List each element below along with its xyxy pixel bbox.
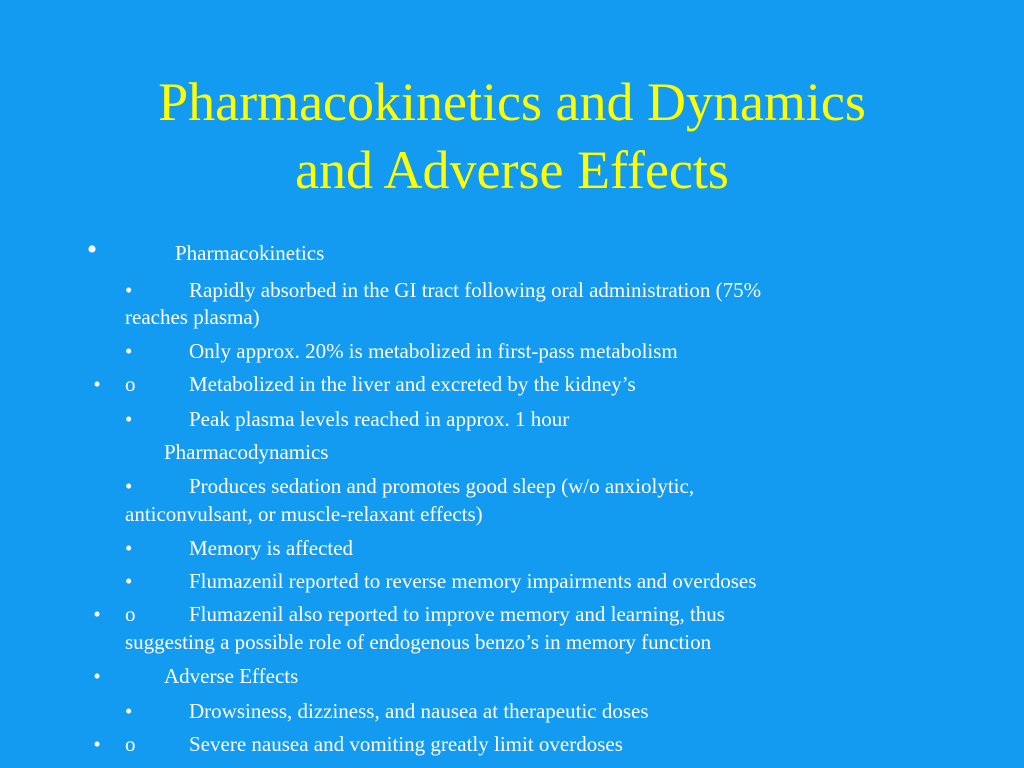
list-item-text: suggesting a possible role of endogenous benzo’s in memory function [125,630,712,654]
list-item-text: anticonvulsant, or muscle-relaxant effects) [125,502,483,526]
bullet-marker: • [125,699,133,723]
list-item-text: Peak plasma levels reached in approx. 1 hour [189,407,570,431]
sub-bullet-marker: o [125,372,136,396]
slide-title-line-1: Pharmacokinetics and Dynamics [158,72,866,132]
bullet-marker: • [125,569,133,593]
bullet-marker: • [93,732,101,756]
list-item-text: Metabolized in the liver and excreted by the kidney’s [189,372,636,396]
bullet-marker: • [93,664,101,688]
list-item-text: Rapidly absorbed in the GI tract following oral administration (75% [189,278,762,302]
list-item-text: Memory is affected [189,536,354,560]
sub-bullet-marker: o [125,732,136,756]
bullet-marker: • [86,233,98,266]
bullet-marker: • [125,278,133,302]
list-item-text: Severe nausea and vomiting greatly limit overdoses [189,732,623,756]
list-item-text: reaches plasma) [125,305,260,329]
bullet-marker: • [125,536,133,560]
list-item-text: Drowsiness, dizziness, and nausea at therapeutic doses [189,699,649,723]
sub-bullet-marker: o [125,602,136,626]
bullet-marker: • [125,474,133,498]
bullet-marker: • [93,602,101,626]
list-item-text: Flumazenil also reported to improve memory and learning, thus [189,602,725,626]
list-item-text: Adverse Effects [164,664,299,688]
bullet-marker: • [125,407,133,431]
slide-title-line-2: and Adverse Effects [295,140,729,200]
list-item-text: Pharmacodynamics [164,440,329,464]
list-item-text: Produces sedation and promotes good sleep (w/o anxiolytic, [189,474,695,498]
list-item-text: Pharmacokinetics [175,241,325,265]
bullet-marker: • [125,339,133,363]
bullet-marker: • [93,372,101,396]
list-item-text: Flumazenil reported to reverse memory impairments and overdoses [189,569,757,593]
list-item-text: Only approx. 20% is metabolized in first-pass metabolism [189,339,678,363]
